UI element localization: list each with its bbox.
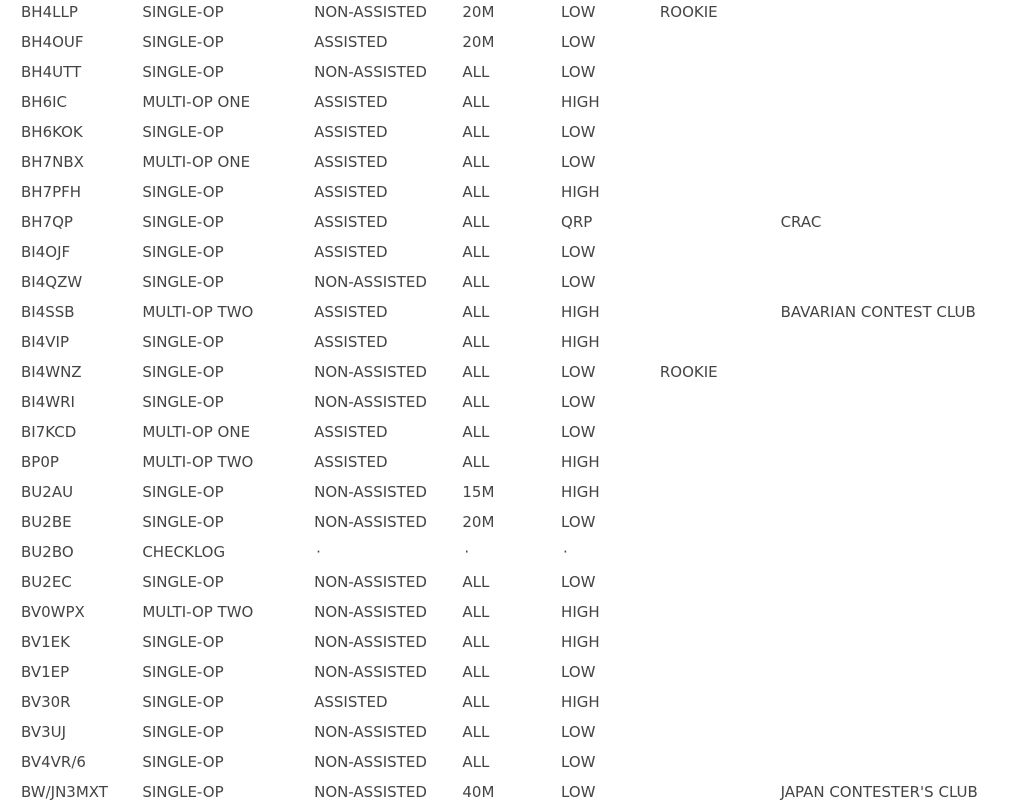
power-cell: HIGH	[561, 483, 600, 501]
callsign-cell: BV1EK	[21, 633, 70, 651]
overlay-cell	[660, 327, 781, 357]
assisted-category-cell: NON-ASSISTED	[314, 393, 427, 411]
band-cell: ALL	[462, 573, 490, 591]
overlay-cell	[660, 567, 781, 597]
power-cell: HIGH	[561, 453, 600, 471]
assisted-category-cell: NON-ASSISTED	[314, 513, 427, 531]
log-table	[21, 0, 1010, 807]
callsign-cell: BV3UJ	[21, 723, 67, 741]
table-row	[21, 477, 1010, 507]
club-cell: JAPAN CONTESTER'S CLUB	[780, 783, 978, 801]
band-cell: ALL	[462, 753, 490, 771]
callsign-cell: BP0P	[21, 453, 59, 471]
table-row	[21, 777, 1010, 807]
assisted-category-cell: ASSISTED	[314, 333, 388, 351]
table-row	[21, 447, 1010, 477]
power-cell: LOW	[561, 723, 596, 741]
table-row	[21, 687, 1010, 717]
band-cell: 40M	[462, 783, 495, 801]
power-cell: LOW	[561, 783, 596, 801]
table-row	[21, 57, 1010, 87]
club-cell	[781, 147, 1010, 177]
overlay-cell	[660, 57, 781, 87]
power-cell: HIGH	[561, 93, 600, 111]
callsign-cell: BU2BO	[21, 543, 74, 561]
table-row	[21, 147, 1010, 177]
overlay-cell	[660, 627, 781, 657]
overlay-cell	[660, 507, 781, 537]
club-cell	[781, 507, 1010, 537]
overlay-cell	[660, 477, 781, 507]
operator-category-cell: MULTI-OP ONE	[142, 93, 251, 111]
table-row	[21, 387, 1010, 417]
table-row	[21, 357, 1010, 387]
overlay-cell	[660, 717, 781, 747]
power-cell: LOW	[561, 753, 596, 771]
table-row	[21, 297, 1010, 327]
club-cell	[781, 387, 1010, 417]
club-cell	[781, 657, 1010, 687]
table-row	[21, 177, 1010, 207]
assisted-category-cell: NON-ASSISTED	[314, 603, 427, 621]
overlay-cell: ROOKIE	[659, 3, 718, 21]
callsign-cell: BH4UTT	[21, 63, 82, 81]
operator-category-cell: MULTI-OP TWO	[142, 453, 254, 471]
power-cell: HIGH	[561, 303, 600, 321]
table-row	[21, 207, 1010, 237]
overlay-cell	[660, 297, 781, 327]
overlay-cell	[660, 177, 781, 207]
operator-category-cell: SINGLE-OP	[142, 663, 224, 681]
power-cell: QRP	[561, 213, 593, 231]
table-row	[21, 717, 1010, 747]
overlay-cell	[660, 537, 781, 567]
power-cell: LOW	[561, 423, 596, 441]
band-cell: ALL	[462, 93, 490, 111]
operator-category-cell: MULTI-OP TWO	[142, 303, 254, 321]
band-cell: ·	[464, 543, 470, 561]
log-table-body	[21, 0, 1010, 807]
club-cell: BAVARIAN CONTEST CLUB	[780, 303, 976, 321]
band-cell: ALL	[462, 603, 490, 621]
assisted-category-cell: ASSISTED	[314, 183, 388, 201]
overlay-cell	[660, 267, 781, 297]
callsign-cell: BV1EP	[21, 663, 70, 681]
overlay-cell	[660, 387, 781, 417]
operator-category-cell: SINGLE-OP	[142, 273, 224, 291]
assisted-category-cell: NON-ASSISTED	[314, 783, 427, 801]
club-cell	[781, 417, 1010, 447]
assisted-category-cell: NON-ASSISTED	[314, 483, 427, 501]
overlay-cell	[660, 27, 781, 57]
operator-category-cell: SINGLE-OP	[142, 3, 224, 21]
table-row	[21, 537, 1010, 567]
callsign-cell: BH7QP	[21, 213, 73, 231]
power-cell: LOW	[561, 573, 596, 591]
power-cell: HIGH	[561, 333, 600, 351]
callsign-cell: BI4QZW	[21, 273, 83, 291]
operator-category-cell: SINGLE-OP	[142, 33, 224, 51]
power-cell: LOW	[561, 33, 596, 51]
assisted-category-cell: ASSISTED	[314, 303, 388, 321]
operator-category-cell: MULTI-OP ONE	[142, 423, 251, 441]
operator-category-cell: SINGLE-OP	[142, 513, 224, 531]
band-cell: ALL	[462, 453, 490, 471]
band-cell: ALL	[462, 393, 490, 411]
operator-category-cell: SINGLE-OP	[142, 243, 224, 261]
assisted-category-cell: NON-ASSISTED	[314, 723, 427, 741]
club-cell	[781, 687, 1010, 717]
overlay-cell	[660, 87, 781, 117]
callsign-cell: BH4LLP	[21, 3, 78, 21]
band-cell: 20M	[462, 3, 495, 21]
assisted-category-cell: ASSISTED	[314, 453, 388, 471]
power-cell: LOW	[561, 663, 596, 681]
power-cell: LOW	[561, 513, 596, 531]
table-row	[21, 0, 1010, 27]
band-cell: ALL	[462, 123, 490, 141]
club-cell	[781, 267, 1010, 297]
operator-category-cell: SINGLE-OP	[142, 183, 224, 201]
operator-category-cell: SINGLE-OP	[142, 393, 224, 411]
club-cell	[781, 117, 1010, 147]
club-cell	[781, 57, 1010, 87]
power-cell: LOW	[561, 393, 596, 411]
table-row	[21, 117, 1010, 147]
callsign-cell: BI4WRI	[21, 393, 75, 411]
club-cell	[781, 717, 1010, 747]
callsign-cell: BH6KOK	[21, 123, 83, 141]
operator-category-cell: MULTI-OP TWO	[142, 603, 254, 621]
assisted-category-cell: NON-ASSISTED	[314, 3, 427, 21]
table-row	[21, 27, 1010, 57]
operator-category-cell: SINGLE-OP	[142, 333, 224, 351]
power-cell: HIGH	[561, 693, 600, 711]
club-cell	[781, 567, 1010, 597]
power-cell: HIGH	[561, 183, 600, 201]
power-cell: LOW	[561, 153, 596, 171]
assisted-category-cell: NON-ASSISTED	[314, 633, 427, 651]
band-cell: 20M	[462, 513, 495, 531]
band-cell: 20M	[462, 33, 495, 51]
operator-category-cell: SINGLE-OP	[142, 723, 224, 741]
callsign-cell: BI4SSB	[21, 303, 75, 321]
assisted-category-cell: NON-ASSISTED	[314, 573, 427, 591]
operator-category-cell: CHECKLOG	[142, 543, 226, 561]
band-cell: ALL	[462, 663, 490, 681]
callsign-cell: BH6IC	[21, 93, 68, 111]
overlay-cell: ROOKIE	[659, 363, 718, 381]
overlay-cell	[660, 117, 781, 147]
overlay-cell	[660, 207, 781, 237]
power-cell: LOW	[561, 363, 596, 381]
assisted-category-cell: ASSISTED	[314, 423, 388, 441]
club-cell	[781, 237, 1010, 267]
band-cell: ALL	[462, 633, 490, 651]
callsign-cell: BU2BE	[21, 513, 72, 531]
band-cell: ALL	[462, 333, 490, 351]
band-cell: ALL	[462, 153, 490, 171]
operator-category-cell: MULTI-OP ONE	[142, 153, 251, 171]
band-cell: 15M	[462, 483, 495, 501]
table-row	[21, 507, 1010, 537]
callsign-cell: BH4OUF	[21, 33, 84, 51]
overlay-cell	[660, 747, 781, 777]
callsign-cell: BV4VR/6	[21, 753, 86, 771]
overlay-cell	[660, 237, 781, 267]
table-row	[21, 747, 1010, 777]
assisted-category-cell: ASSISTED	[314, 243, 388, 261]
overlay-cell	[660, 657, 781, 687]
band-cell: ALL	[462, 363, 490, 381]
operator-category-cell: SINGLE-OP	[142, 573, 224, 591]
overlay-cell	[660, 687, 781, 717]
band-cell: ALL	[462, 423, 490, 441]
band-cell: ALL	[462, 273, 490, 291]
callsign-cell: BV30R	[21, 693, 71, 711]
band-cell: ALL	[462, 213, 490, 231]
club-cell	[781, 177, 1010, 207]
power-cell: LOW	[561, 63, 596, 81]
assisted-category-cell: NON-ASSISTED	[314, 663, 427, 681]
callsign-cell: BH7NBX	[21, 153, 84, 171]
assisted-category-cell: ASSISTED	[314, 93, 388, 111]
table-row	[21, 87, 1010, 117]
operator-category-cell: SINGLE-OP	[142, 693, 224, 711]
callsign-cell: BH7PFH	[21, 183, 82, 201]
overlay-cell	[660, 597, 781, 627]
table-row	[21, 657, 1010, 687]
power-cell: HIGH	[561, 633, 600, 651]
assisted-category-cell: NON-ASSISTED	[314, 273, 427, 291]
power-cell: LOW	[561, 273, 596, 291]
club-cell	[781, 447, 1010, 477]
callsign-cell: BI4WNZ	[21, 363, 82, 381]
overlay-cell	[660, 147, 781, 177]
assisted-category-cell: ASSISTED	[314, 153, 388, 171]
band-cell: ALL	[462, 243, 490, 261]
assisted-category-cell: NON-ASSISTED	[314, 363, 427, 381]
club-cell: CRAC	[780, 213, 822, 231]
table-row	[21, 237, 1010, 267]
table-row	[21, 627, 1010, 657]
table-row	[21, 327, 1010, 357]
power-cell: ·	[563, 543, 568, 561]
operator-category-cell: SINGLE-OP	[142, 213, 224, 231]
club-cell	[781, 537, 1010, 567]
assisted-category-cell: ASSISTED	[314, 213, 388, 231]
club-cell	[781, 357, 1010, 387]
club-cell	[781, 477, 1010, 507]
band-cell: ALL	[462, 723, 490, 741]
operator-category-cell: SINGLE-OP	[142, 483, 224, 501]
table-row	[21, 567, 1010, 597]
assisted-category-cell: ASSISTED	[314, 693, 388, 711]
callsign-cell: BI4OJF	[21, 243, 71, 261]
power-cell: LOW	[561, 243, 596, 261]
assisted-category-cell: ASSISTED	[314, 33, 388, 51]
overlay-cell	[660, 777, 781, 807]
assisted-category-cell: ·	[316, 543, 321, 561]
callsign-cell: BU2EC	[21, 573, 72, 591]
table-row	[21, 417, 1010, 447]
operator-category-cell: SINGLE-OP	[142, 753, 224, 771]
operator-category-cell: SINGLE-OP	[142, 63, 224, 81]
club-cell	[781, 747, 1010, 777]
assisted-category-cell: ASSISTED	[314, 123, 388, 141]
overlay-cell	[660, 447, 781, 477]
club-cell	[781, 627, 1010, 657]
club-cell	[781, 87, 1010, 117]
power-cell: LOW	[561, 123, 596, 141]
operator-category-cell: SINGLE-OP	[142, 633, 224, 651]
table-row	[21, 597, 1010, 627]
overlay-cell	[660, 417, 781, 447]
band-cell: ALL	[462, 63, 490, 81]
assisted-category-cell: NON-ASSISTED	[314, 753, 427, 771]
band-cell: ALL	[462, 303, 490, 321]
operator-category-cell: SINGLE-OP	[142, 783, 224, 801]
power-cell: HIGH	[561, 603, 600, 621]
operator-category-cell: SINGLE-OP	[142, 363, 224, 381]
callsign-cell: BU2AU	[21, 483, 74, 501]
callsign-cell: BV0WPX	[21, 603, 85, 621]
operator-category-cell: SINGLE-OP	[142, 123, 224, 141]
club-cell	[781, 597, 1010, 627]
callsign-cell: BI7KCD	[21, 423, 77, 441]
band-cell: ALL	[462, 693, 490, 711]
club-cell	[781, 327, 1010, 357]
club-cell	[781, 27, 1010, 57]
callsign-cell: BW/JN3MXT	[21, 783, 108, 801]
callsign-cell: BI4VIP	[21, 333, 69, 351]
assisted-category-cell: NON-ASSISTED	[314, 63, 427, 81]
club-cell	[781, 0, 1010, 27]
band-cell: ALL	[462, 183, 490, 201]
power-cell: LOW	[561, 3, 596, 21]
table-row	[21, 267, 1010, 297]
